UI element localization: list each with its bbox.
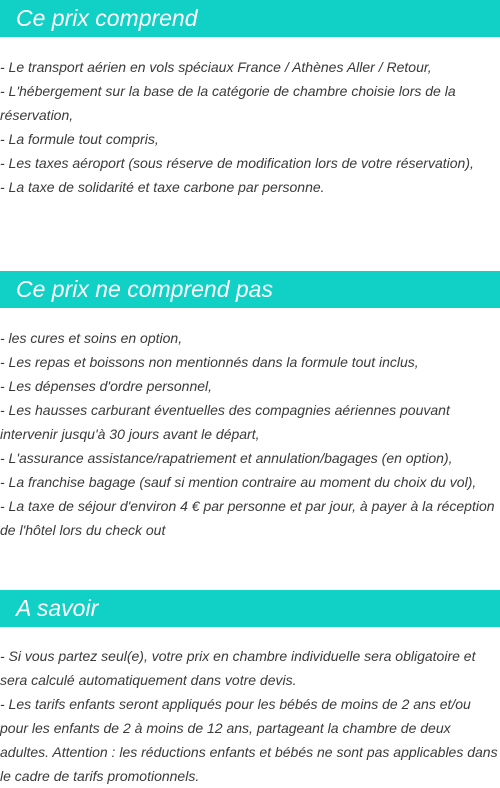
list-item: - La franchise bagage (sauf si mention contraire au moment du choix du vol), <box>0 474 477 490</box>
list-item: - La taxe de séjour d'environ 4 € par personne et par jour, à payer à la réception de l'hôtel lors du check out <box>0 498 495 538</box>
list-item: - Les repas et boissons non mentionnés dans la formule tout inclus, <box>0 354 419 370</box>
section-ce-prix-comprend <box>0 0 500 199</box>
list-item: - Les taxes aéroport (sous réserve de modification lors de votre réservation), <box>0 155 474 171</box>
section-body <box>0 55 500 199</box>
section-title: A savoir <box>0 590 500 627</box>
list-item: - Les tarifs enfants seront appliqués pour les bébés de moins de 2 ans et/ou pour les enfants de 2 à moins de 12 ans, partageant la chambre de deux adultes. Attention : les réductions enfants et bébés ne sont pas applicables dans le cadre de tarifs promotionnels. <box>0 696 498 784</box>
list-item: - les cures et soins en option, <box>0 330 183 346</box>
section-title: Ce prix ne comprend pas <box>0 271 500 308</box>
section-ce-prix-ne-comprend-pas <box>0 271 500 542</box>
section-title: Ce prix comprend <box>0 0 500 37</box>
section-body <box>0 644 500 788</box>
list-item: - Si vous partez seul(e), votre prix en chambre individuelle sera obligatoire et sera calculé automatiquement dans votre devis. <box>0 648 476 688</box>
list-item: - L'assurance assistance/rapatriement et annulation/bagages (en option), <box>0 450 453 466</box>
list-item: - L'hébergement sur la base de la catégorie de chambre choisie lors de la réservation, <box>0 83 456 123</box>
list-item: - Les hausses carburant éventuelles des compagnies aériennes pouvant intervenir jusqu'à 30 jours avant le départ, <box>0 402 450 442</box>
list-item: - La formule tout compris, <box>0 131 159 147</box>
section-body <box>0 326 500 542</box>
list-item: - Le transport aérien en vols spéciaux France / Athènes Aller / Retour, <box>0 59 432 75</box>
section-a-savoir <box>0 590 500 788</box>
list-item: - La taxe de solidarité et taxe carbone par personne. <box>0 179 325 195</box>
list-item: - Les dépenses d'ordre personnel, <box>0 378 213 394</box>
